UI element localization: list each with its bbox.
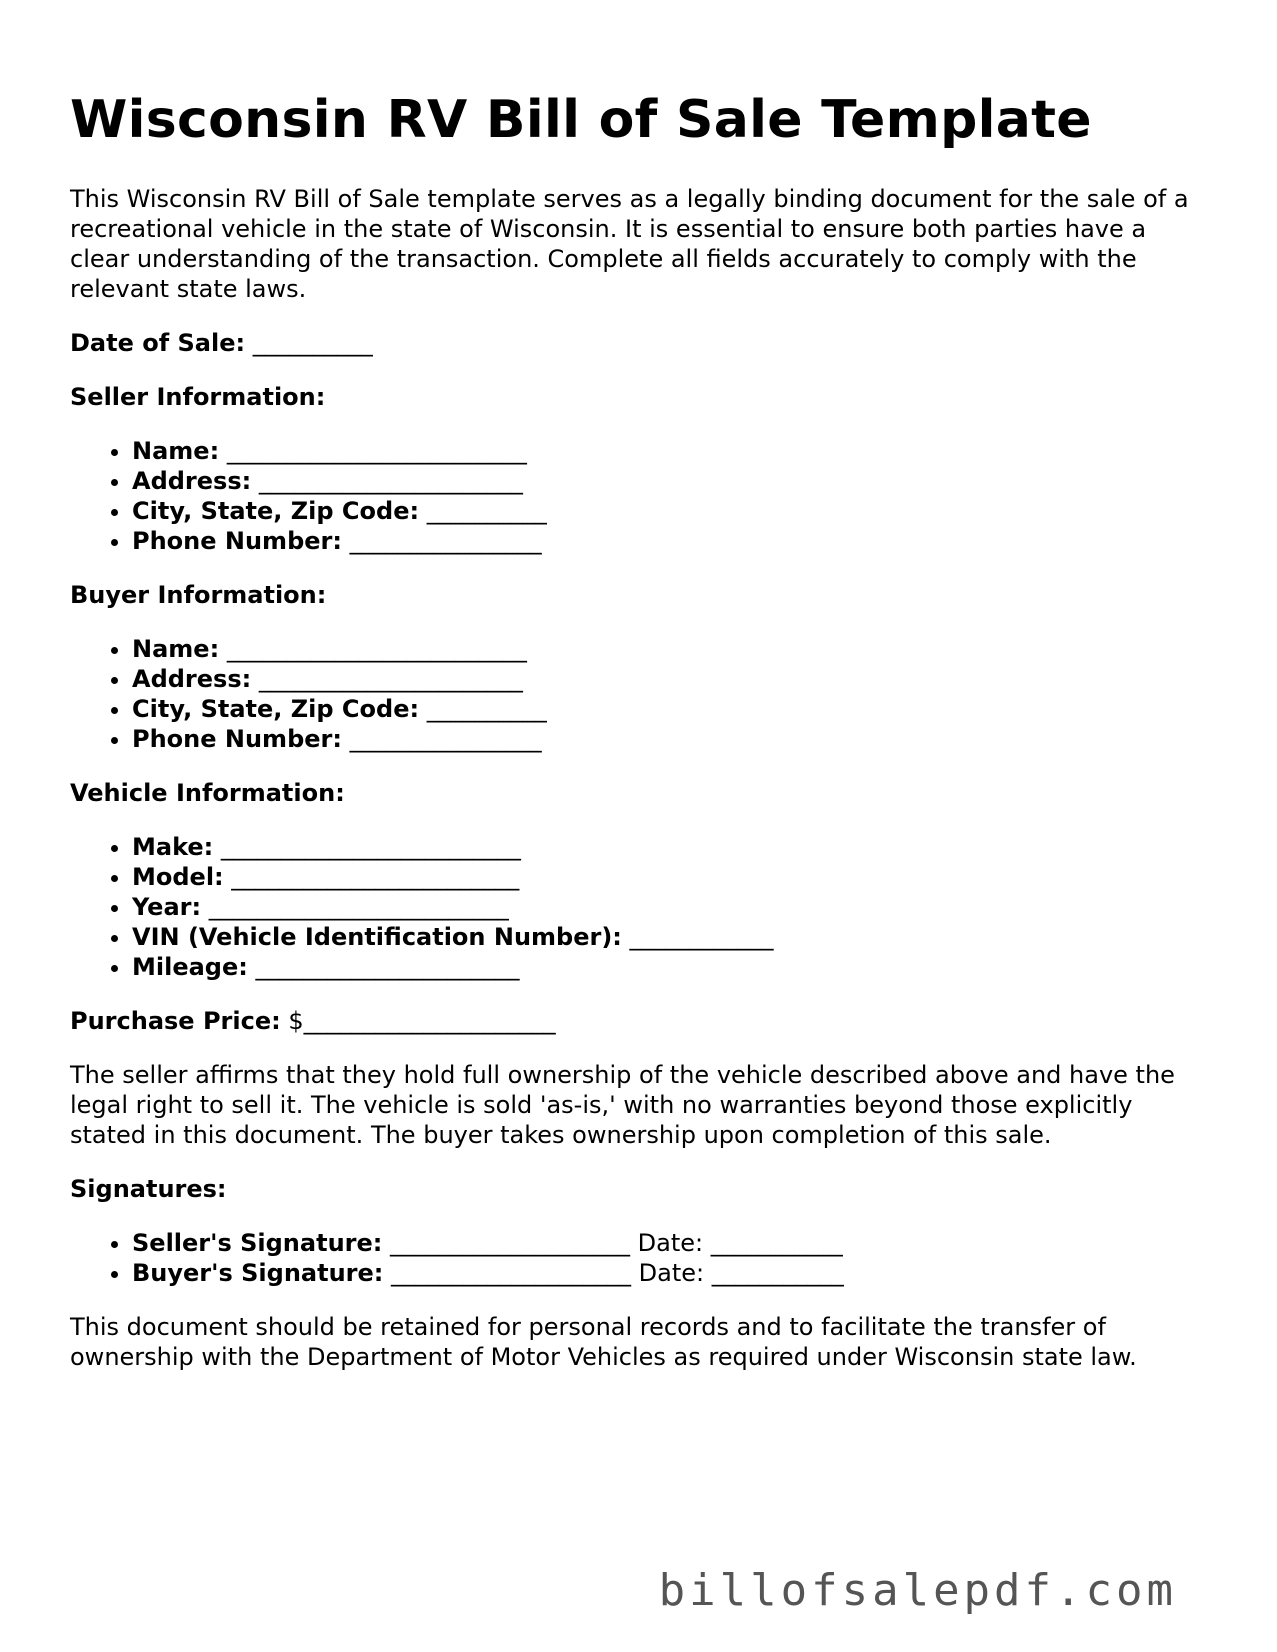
vehicle-vin-blank[interactable]: ____________ [629, 923, 774, 951]
buyer-city-item [132, 694, 1210, 724]
signatures-list [70, 1228, 1210, 1288]
document-page [70, 84, 1210, 1372]
buyer-list [70, 634, 1210, 754]
vehicle-vin-item [132, 922, 1210, 952]
seller-signature-blank[interactable]: ____________________ [390, 1229, 630, 1257]
seller-city-item [132, 496, 1210, 526]
page-title: Wisconsin RV Bill of Sale Template [70, 90, 1092, 150]
vehicle-model-item [132, 862, 1210, 892]
purchase-price-line [70, 1006, 1210, 1036]
buyer-address-label: Address: [132, 665, 252, 693]
seller-name-blank[interactable]: _________________________ [226, 437, 527, 465]
purchase-price-blank[interactable]: $_____________________ [288, 1007, 556, 1035]
seller-signature-item [132, 1228, 1210, 1258]
vehicle-make-label: Make: [132, 833, 214, 861]
date-of-sale-blank[interactable]: __________ [252, 329, 373, 357]
buyer-heading: Buyer Information: [70, 581, 327, 609]
date-of-sale-label: Date of Sale: [70, 329, 246, 357]
vehicle-mileage-label: Mileage: [132, 953, 248, 981]
buyer-name-blank[interactable]: _________________________ [226, 635, 527, 663]
seller-heading: Seller Information: [70, 383, 326, 411]
buyer-name-item [132, 634, 1210, 664]
purchase-price-label: Purchase Price: [70, 1007, 281, 1035]
seller-address-item [132, 466, 1210, 496]
date-of-sale-line [70, 328, 1210, 358]
buyer-city-blank[interactable]: __________ [426, 695, 547, 723]
seller-phone-blank[interactable]: ________________ [349, 527, 542, 555]
seller-date-label: Date: [637, 1229, 704, 1257]
seller-phone-label: Phone Number: [132, 527, 342, 555]
vehicle-model-label: Model: [132, 863, 224, 891]
closing-paragraph: This document should be retained for personal records and to facilitate the transfer of ownership with the Department of Motor Vehicles as required under Wisconsin state law. [70, 1313, 1137, 1371]
affirmation-paragraph: The seller affirms that they hold full ownership of the vehicle described above and have the legal right to sell it. The vehicle is sold 'as-is,' with no warranties beyond those explicitly stated in this document. The buyer takes ownership upon completion of this sale. [70, 1061, 1175, 1149]
buyer-name-label: Name: [132, 635, 220, 663]
seller-name-item [132, 436, 1210, 466]
buyer-address-blank[interactable]: ______________________ [258, 665, 523, 693]
seller-list [70, 436, 1210, 556]
vehicle-list [70, 832, 1210, 982]
buyer-date-label: Date: [638, 1259, 705, 1287]
buyer-signature-blank[interactable]: ____________________ [391, 1259, 632, 1287]
vehicle-model-blank[interactable]: ________________________ [231, 863, 520, 891]
vehicle-year-blank[interactable]: _________________________ [208, 893, 509, 921]
buyer-phone-label: Phone Number: [132, 725, 342, 753]
vehicle-mileage-item [132, 952, 1210, 982]
buyer-date-blank[interactable]: ___________ [711, 1259, 844, 1287]
seller-phone-item [132, 526, 1210, 556]
buyer-phone-item [132, 724, 1210, 754]
seller-date-blank[interactable]: ___________ [710, 1229, 843, 1257]
signatures-heading: Signatures: [70, 1175, 227, 1203]
seller-signature-label: Seller's Signature: [132, 1229, 383, 1257]
seller-address-blank[interactable]: ______________________ [258, 467, 523, 495]
seller-city-blank[interactable]: __________ [426, 497, 547, 525]
buyer-city-label: City, State, Zip Code: [132, 695, 420, 723]
seller-name-label: Name: [132, 437, 220, 465]
vehicle-mileage-blank[interactable]: ______________________ [255, 953, 520, 981]
intro-paragraph: This Wisconsin RV Bill of Sale template serves as a legally binding document for the sale of a recreational vehicle in the state of Wisconsin. It is essential to ensure both parties have a clear understanding of the transaction. Complete all fields accurately to comply with the relevant state laws. [70, 185, 1189, 303]
vehicle-make-item [132, 832, 1210, 862]
seller-city-label: City, State, Zip Code: [132, 497, 420, 525]
buyer-phone-blank[interactable]: ________________ [349, 725, 542, 753]
vehicle-heading: Vehicle Information: [70, 779, 345, 807]
buyer-signature-label: Buyer's Signature: [132, 1259, 384, 1287]
buyer-address-item [132, 664, 1210, 694]
vehicle-year-label: Year: [132, 893, 202, 921]
buyer-signature-item [132, 1258, 1210, 1288]
vehicle-vin-label: VIN (Vehicle Identification Number): [132, 923, 622, 951]
vehicle-year-item [132, 892, 1210, 922]
seller-address-label: Address: [132, 467, 252, 495]
watermark: billofsalepdf.com [658, 1565, 1177, 1616]
vehicle-make-blank[interactable]: _________________________ [220, 833, 521, 861]
